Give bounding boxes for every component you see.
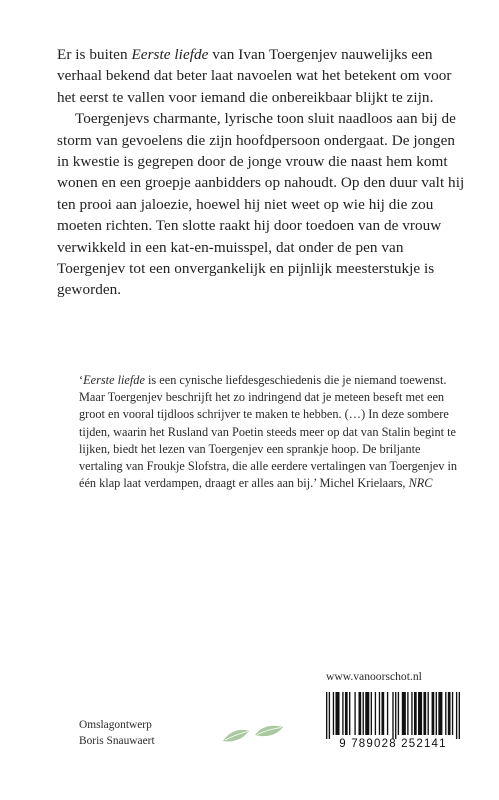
- barcode-bar: [371, 692, 372, 735]
- barcode-bar: [387, 692, 388, 735]
- blurb-p1-rest: van Ivan Toergenjev nauwelijks een verhaal bekend dat beter laat navoelen wat het betekent om voor het eerst te vallen voor iemand die onbereikbaar blijkt te zijn.: [57, 46, 452, 106]
- barcode-bar: [329, 692, 330, 739]
- barcode-bar: [459, 692, 460, 739]
- barcode-bar: [456, 692, 457, 739]
- barcode-bar: [445, 692, 446, 735]
- barcode-bar: [375, 692, 376, 735]
- barcode-bar: [342, 692, 343, 735]
- review-book-title: Eerste liefde: [83, 373, 145, 387]
- isbn-barcode: [318, 688, 468, 758]
- barcode-bar: [335, 692, 339, 735]
- barcode-bar: [414, 692, 417, 735]
- barcode-bar: [381, 692, 384, 735]
- blurb-p1-intro: Er is buiten: [57, 46, 132, 63]
- leaves-ornament-icon: [221, 723, 285, 747]
- barcode-bar: [363, 692, 364, 735]
- review-quote: [79, 372, 459, 492]
- barcode-bar: [365, 692, 369, 735]
- barcode-bar: [428, 692, 429, 735]
- isbn-number: 9 789028 252141: [339, 738, 447, 750]
- barcode-bar: [333, 692, 334, 735]
- review-source: NRC: [408, 476, 433, 491]
- blurb-book-title: Eerste liefde: [131, 46, 209, 63]
- barcode-bar: [436, 692, 437, 735]
- review-paragraph: [79, 372, 459, 492]
- barcode-bar: [411, 692, 412, 735]
- barcode-bar: [349, 692, 350, 735]
- barcode-bar: [407, 692, 408, 735]
- cover-design-credit: [79, 717, 155, 749]
- barcode-bar: [448, 692, 451, 735]
- barcode-bar: [402, 692, 406, 735]
- credit-name: Boris Snauwaert: [79, 735, 155, 747]
- publisher-url: www.vanoorschot.nl: [326, 670, 422, 683]
- barcode-bar: [379, 692, 380, 735]
- barcode-bar: [358, 692, 361, 735]
- review-text: is een cynische liefdesgeschiedenis die je niemand toewenst. Maar Toergenjev beschrijft het zo indringend dat je meteen beseft met een groot en vooral tijdloos schrijver te maken te hebben. (…) In deze sombere tijden, waarin het Rusland van Poetin steeds meer op dat van Stalin begint te lijken, biedt het lezen van Toergenjev een sprankje hoop. De briljante vertaling van Froukje Slofstra, die alle eerdere vertalingen van Toergenjev in één klap laat verdampen, draagt er alles aan bij.’ Michel Krielaars,: [79, 373, 458, 491]
- barcode-bar: [438, 692, 442, 735]
- barcode-bar: [423, 692, 426, 735]
- barcode-bar: [345, 692, 348, 735]
- blurb-paragraph-2: Toergenjevs charmante, lyrische toon sluit naadloos aan bij de storm van gevoelens die zijn hoofdpersoon ondergaat. De jongen in kwestie is gegrepen door de jonge vrouw die naast hem komt wonen en een groepje aanbidders op nahoudt. Op den duur valt hij ten prooi aan jaloezie, hoewel hij niet weet op wie hij die zou moeten richten. Ten slotte raakt hij door toedoen van de vrouw verwikkeld in een kat-en-muisspel, dat onder de pen van Toergenjev tot een onvergankelijk en pijnlijk meesterstukje is geworden.: [57, 110, 465, 299]
- barcode-bar: [398, 692, 399, 735]
- review-open-quote: ‘: [79, 373, 84, 387]
- credit-label: Omslagontwerp: [79, 719, 152, 731]
- back-cover-blurb: [57, 44, 469, 301]
- barcode-bar: [418, 692, 422, 735]
- barcode-bar: [392, 692, 393, 739]
- barcode-bar: [452, 692, 453, 735]
- barcode-bar: [354, 692, 355, 735]
- blurb-paragraph-1: [57, 44, 469, 108]
- barcode-bars: [326, 692, 460, 739]
- barcode-bar: [326, 692, 327, 739]
- barcode-bar: [395, 692, 396, 739]
- barcode-bar: [432, 692, 435, 735]
